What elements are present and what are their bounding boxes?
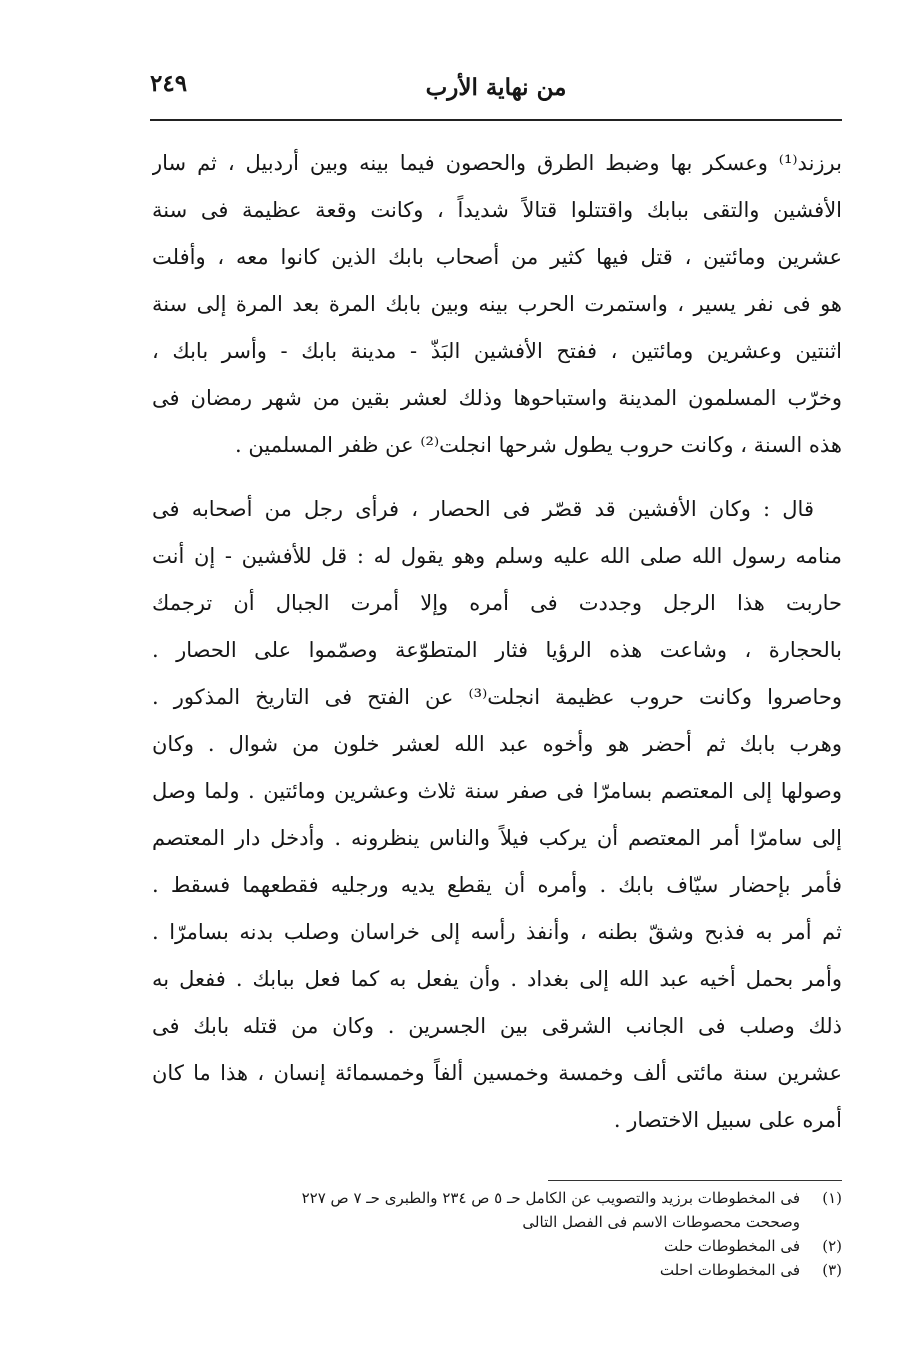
text-line: بالحجارة ، وشاعت هذه الرؤيا فثار المتطوّعة وصمّموا على الحصار . [152, 638, 842, 662]
text-line: ذلك وصلب فى الجانب الشرقى بين الجسرين . وكان من قتله بابك فى [152, 1014, 842, 1038]
text-line: عشرين ومائتين ، قتل فيها كثير من أصحاب بابك الذين كانوا معه ، وأفلت [152, 245, 842, 269]
page-number: ٢٤٩ [150, 70, 188, 97]
text-line: حاربت هذا الرجل وجددت فى أمره وإلا أمرت الجبال أن ترجمك [152, 591, 842, 615]
text-line: وأمر بحمل أخيه عبد الله إلى بغداد . وأن يفعل به كما فعل ببابك . ففعل به [152, 967, 842, 991]
footnote-text: فى المخطوطات احلت [659, 1261, 800, 1279]
text-line: وصولها إلى المعتصم بسامرّا فى صفر سنة ثلاث وعشرين ومائتين . ولما وصل [152, 779, 842, 803]
text-line: أمره على سبيل الاختصار . [613, 1108, 842, 1132]
footnote-3 [152, 1258, 842, 1282]
footnote-number: (٢) [822, 1237, 842, 1255]
main-text [152, 140, 842, 1144]
running-title: من نهاية الأرب [425, 74, 567, 101]
footnote-number: (٣) [822, 1261, 842, 1279]
text-line: قال : وكان الأفشين قد قصّر فى الحصار ، فرأى رجل من أصحابه فى [152, 497, 814, 521]
page-header [150, 58, 842, 118]
header-rule [150, 119, 842, 121]
footnote-text: وصححت محصوطات الاسم فى الفصل التالى [522, 1213, 800, 1231]
text-line: إلى سامرّا أمر المعتصم أن يركب فيلاً والناس ينظرونه . وأدخل دار المعتصم [152, 826, 842, 850]
text-line: هذه السنة ، وكانت حروب يطول شرحها انجلت⁽²⁾ عن ظفر المسلمين . [235, 433, 842, 457]
paragraph-2 [152, 486, 842, 1144]
text-line: وخرّب المسلمون المدينة واستباحوها وذلك لعشر بقين من شهر رمضان فى [152, 386, 842, 410]
text-line: عشرين سنة مائتى ألف وخمسة وخمسين ألفاً وخمسمائة إنسان ، هذا ما كان [152, 1061, 842, 1085]
text-line: برزند⁽¹⁾ وعسكر بها وضبط الطرق والحصون فيما بينه وبين أردبيل ، ثم سار [152, 151, 842, 175]
footnote-1-continuation [152, 1210, 842, 1234]
footnote-text: فى المخطوطات برزيد والتصويب عن الكامل حـ ٥ ص ٢٣٤ والطبرى حـ ٧ ص ٢٢٧ [301, 1189, 800, 1207]
footnote-1 [152, 1186, 842, 1210]
text-line: ثم أمر به فذبح وشقّ بطنه ، وأنفذ رأسه إلى خراسان وصلب بدنه بسامرّا . [152, 920, 842, 944]
text-line: وحاصروا وكانت حروب عظيمة انجلت⁽³⁾ عن الفتح فى التاريخ المذكور . [152, 685, 842, 709]
footnotes [152, 1186, 842, 1282]
text-line: اثنتين وعشرين ومائتين ، ففتح الأفشين البَذّ - مدينة بابك - وأسر بابك ، [152, 339, 842, 363]
footnote-2 [152, 1234, 842, 1258]
footnote-text: فى المخطوطات حلت [664, 1237, 800, 1255]
text-line: منامه رسول الله صلى الله عليه وسلم وهو يقول له : قل للأفشين - إن أنت [152, 544, 842, 568]
paragraph-gap [152, 469, 842, 486]
footnote-number: (١) [822, 1189, 842, 1207]
text-line: هو فى نفر يسير ، واستمرت الحرب بينه وبين بابك المرة بعد المرة إلى سنة [152, 292, 842, 316]
text-line: فأمر بإحضار سيّاف بابك . وأمره أن يقطع يديه ورجليه فقطعهما فسقط . [152, 873, 842, 897]
footnote-separator [548, 1180, 842, 1181]
text-line: الأفشين والتقى ببابك واقتتلوا قتالاً شديداً ، وكانت وقعة عظيمة فى سنة [152, 198, 842, 222]
paragraph-1 [152, 140, 842, 469]
text-line: وهرب بابك ثم أحضر هو وأخوه عبد الله لعشر خلون من شوال . وكان [152, 732, 842, 756]
